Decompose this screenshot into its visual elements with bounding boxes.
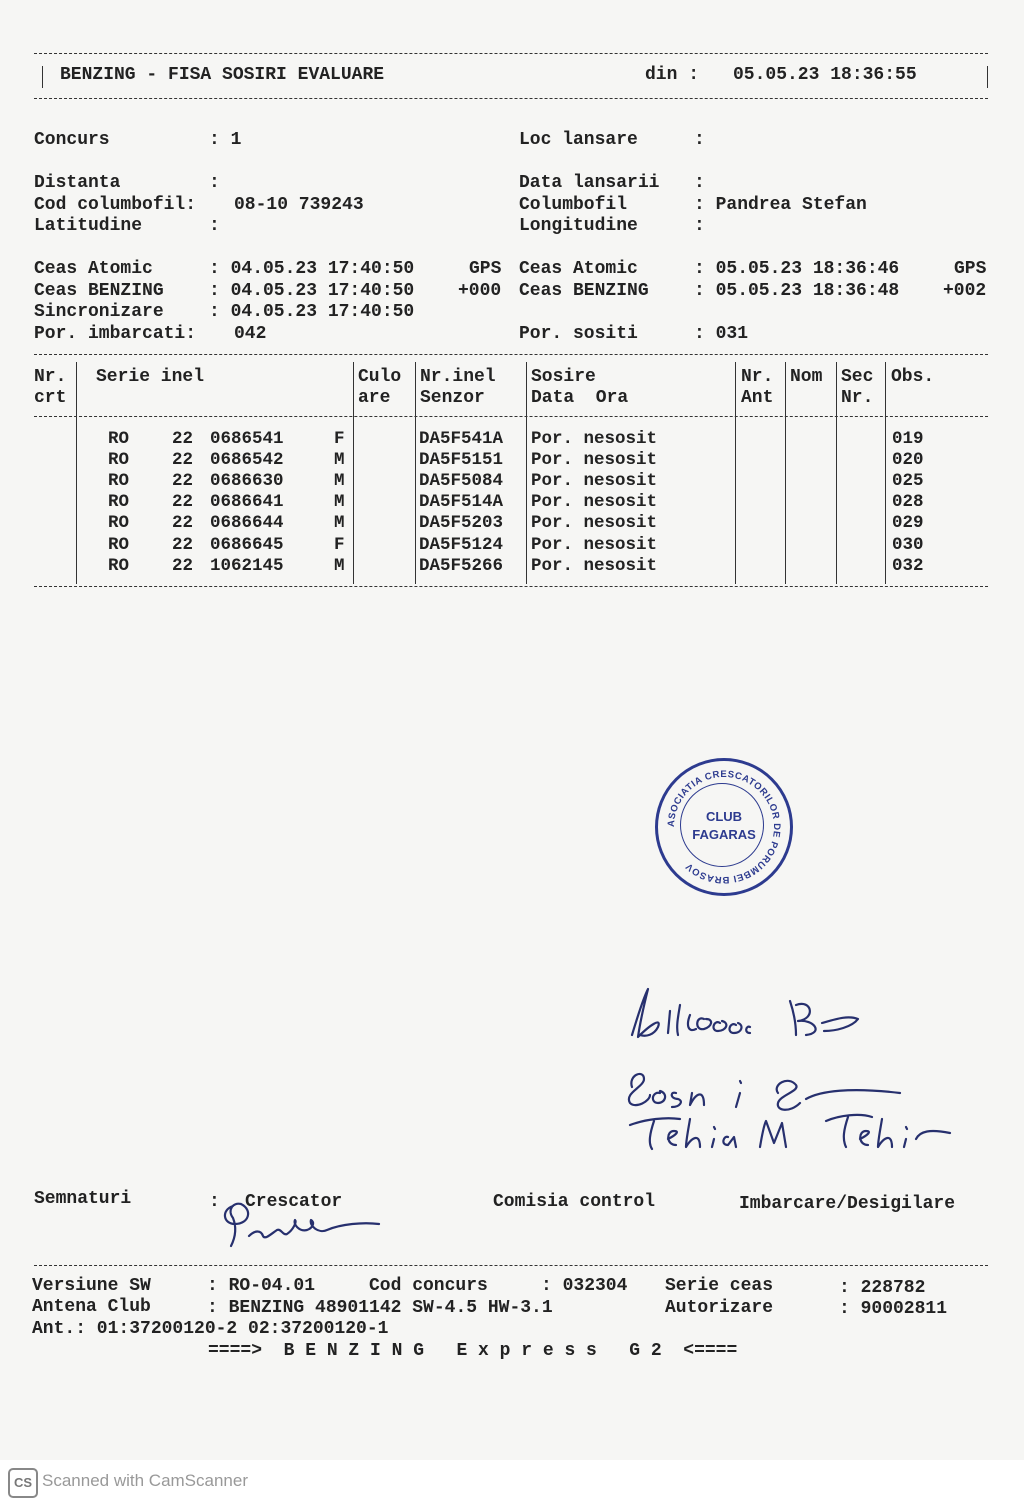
row-sensor: DA5F514A [419,492,504,512]
row-status: Por. nesosit [531,429,658,449]
distanta-value: : [209,173,220,193]
col-sep-3 [415,362,416,584]
col-header-nr-crt: Nr. [34,367,67,387]
cod-columbofil-value: 08-10 739243 [234,195,364,215]
cod-concurs-label: Cod concurs [369,1276,488,1296]
row-ring: 1062145 [210,556,284,576]
row-sensor: DA5F5151 [419,450,504,470]
col-header-serie-inel: Serie inel [96,367,205,387]
crescator-signature [215,1190,385,1250]
row-sensor: DA5F5203 [419,513,504,533]
col-header-culoare-2: are [358,388,391,408]
concurs-label: Concurs [34,130,110,150]
antenna-ids: Ant.: 01:37200120-2 02:37200120-1 [32,1319,389,1339]
row-year: 22 [172,450,194,470]
row-status: Por. nesosit [531,450,658,470]
row-sex: M [334,556,345,576]
left-atomic-label: Ceas Atomic [34,259,153,279]
data-lansarii-value: : [694,173,705,193]
data-lansarii-label: Data lansarii [519,173,660,193]
row-country: RO [108,429,130,449]
row-country: RO [108,492,130,512]
row-obs: 030 [892,535,924,555]
sositi-label: Por. sositi [519,324,638,344]
autorizare-label: Autorizare [665,1298,774,1318]
row-sex: M [334,513,345,533]
row-year: 22 [172,471,194,491]
col-header-data-ora: Data Ora [531,388,629,408]
left-benzing-label: Ceas BENZING [34,281,164,301]
col-sep-1 [76,362,77,584]
row-year: 22 [172,556,194,576]
row-country: RO [108,513,130,533]
comisia-label: Comisia control [493,1192,656,1212]
col-header-sec-nr: Nr. [841,388,874,408]
col-sep-2 [353,362,354,584]
latitudine-value: : [209,216,220,236]
col-sep-8 [885,362,886,584]
row-year: 22 [172,492,194,512]
antena-label: Antena Club [32,1297,151,1317]
row-obs: 019 [892,429,924,449]
row-status: Por. nesosit [531,556,658,576]
right-benzing-label: Ceas BENZING [519,281,649,301]
right-benzing-tag: +002 [943,281,987,301]
latitudine-label: Latitudine [34,216,143,236]
row-sex: M [334,450,345,470]
row-sensor: DA5F5266 [419,556,504,576]
camscanner-logo-icon: CS [8,1468,38,1498]
row-ring: 0686542 [210,450,284,470]
row-year: 22 [172,513,194,533]
header-left-bar [42,66,43,88]
right-atomic-value: : 05.05.23 18:36:46 [694,259,900,279]
row-country: RO [108,450,130,470]
scanner-footer [0,1460,1024,1504]
col-sep-4 [526,362,527,584]
din-label: din : [645,65,700,85]
row-obs: 032 [892,556,924,576]
row-sex: M [334,492,345,512]
col-header-ant: Ant [741,388,774,408]
columbofil-value: : Pandrea Stefan [694,195,867,215]
sync-value: : 04.05.23 17:40:50 [209,302,415,322]
left-benzing-value: : 04.05.23 17:40:50 [209,281,415,301]
row-obs: 028 [892,492,924,512]
longitudine-label: Longitudine [519,216,638,236]
row-sex: F [334,429,345,449]
row-status: Por. nesosit [531,535,658,555]
col-header-sosire: Sosire [531,367,596,387]
antena-value: : BENZING 48901142 SW-4.5 HW-3.1 [207,1298,553,1318]
row-status: Por. nesosit [531,471,658,491]
imbarcare-label: Imbarcare/Desigilare [739,1194,956,1214]
row-country: RO [108,556,130,576]
row-sensor: DA5F541A [419,429,504,449]
col-header-nr-ant: Nr. [741,367,774,387]
stamp-outer-text: ASOCIATIA CRESCATORILOR DE PORUMBEI BRASOV [665,768,783,886]
report-title: BENZING - FISA SOSIRI EVALUARE [60,65,385,85]
imbarcati-label: Por. imbarcati: [34,324,197,344]
row-obs: 025 [892,471,924,491]
row-year: 22 [172,535,194,555]
club-stamp [655,758,793,896]
col-header-nom: Nom [790,367,823,387]
concurs-value: : 1 [209,130,242,150]
right-atomic-tag: GPS [954,259,987,279]
col-sep-6 [785,362,786,584]
col-header-senzor: Senzor [420,388,485,408]
cod-columbofil-label: Cod columbofil: [34,195,197,215]
distanta-label: Distanta [34,173,121,193]
imbarcati-value: 042 [234,324,267,344]
row-ring: 0686644 [210,513,284,533]
header-bottom-border [34,98,988,99]
autorizare-value: : 90002811 [839,1299,948,1319]
versiune-label: Versiune SW [32,1276,151,1296]
semnaturi-colon: : [209,1192,220,1212]
cod-concurs-value: : 032304 [541,1276,628,1296]
stamp-inner-line2: FAGARAS [692,827,756,842]
stamp-inner-ring [680,783,764,867]
col-header-nr-crt-2: crt [34,388,67,408]
footer-separator [34,1265,988,1266]
loc-lansare-value: : [694,130,705,150]
left-benzing-tag: +000 [458,281,502,301]
row-sex: F [334,535,345,555]
sositi-value: : 031 [694,324,749,344]
col-sep-7 [836,362,837,584]
versiune-value: : RO-04.01 [207,1276,316,1296]
sync-label: Sincronizare [34,302,164,322]
row-status: Por. nesosit [531,513,658,533]
row-status: Por. nesosit [531,492,658,512]
row-obs: 029 [892,513,924,533]
stamp-inner-line1: CLUB [705,809,743,824]
report-datetime: 05.05.23 18:36:55 [733,65,917,85]
col-sep-5 [735,362,736,584]
benzing-brand-line: ====> B E N Z I N G E x p r e s s G 2 <==== [208,1341,738,1361]
handwritten-signatures [610,975,960,1155]
table-top-border [34,354,988,355]
header-right-bar [987,66,988,88]
row-ring: 0686630 [210,471,284,491]
row-sensor: DA5F5124 [419,535,504,555]
columbofil-label: Columbofil [519,195,628,215]
serie-ceas-value: : 228782 [839,1278,926,1298]
row-country: RO [108,471,130,491]
col-header-sec: Sec [841,367,874,387]
col-header-obs: Obs. [891,367,935,387]
row-ring: 0686641 [210,492,284,512]
left-atomic-value: : 04.05.23 17:40:50 [209,259,415,279]
col-header-nr-inel: Nr.inel [420,367,496,387]
row-ring: 0686541 [210,429,284,449]
row-country: RO [108,535,130,555]
table-header-border [34,416,988,417]
row-sex: M [334,471,345,491]
row-ring: 0686645 [210,535,284,555]
row-year: 22 [172,429,194,449]
header-top-border [34,53,988,54]
row-obs: 020 [892,450,924,470]
crescator-label: Crescator [245,1192,343,1212]
camscanner-label: Scanned with CamScanner [42,1471,249,1490]
row-sensor: DA5F5084 [419,471,504,491]
serie-ceas-label: Serie ceas [665,1276,774,1296]
right-benzing-value: : 05.05.23 18:36:48 [694,281,900,301]
longitudine-value: : [694,216,705,236]
table-bottom-border [34,586,988,587]
left-atomic-tag: GPS [469,259,502,279]
loc-lansare-label: Loc lansare [519,130,638,150]
semnaturi-label: Semnaturi [34,1189,132,1209]
right-atomic-label: Ceas Atomic [519,259,638,279]
col-header-culoare: Culo [358,367,402,387]
